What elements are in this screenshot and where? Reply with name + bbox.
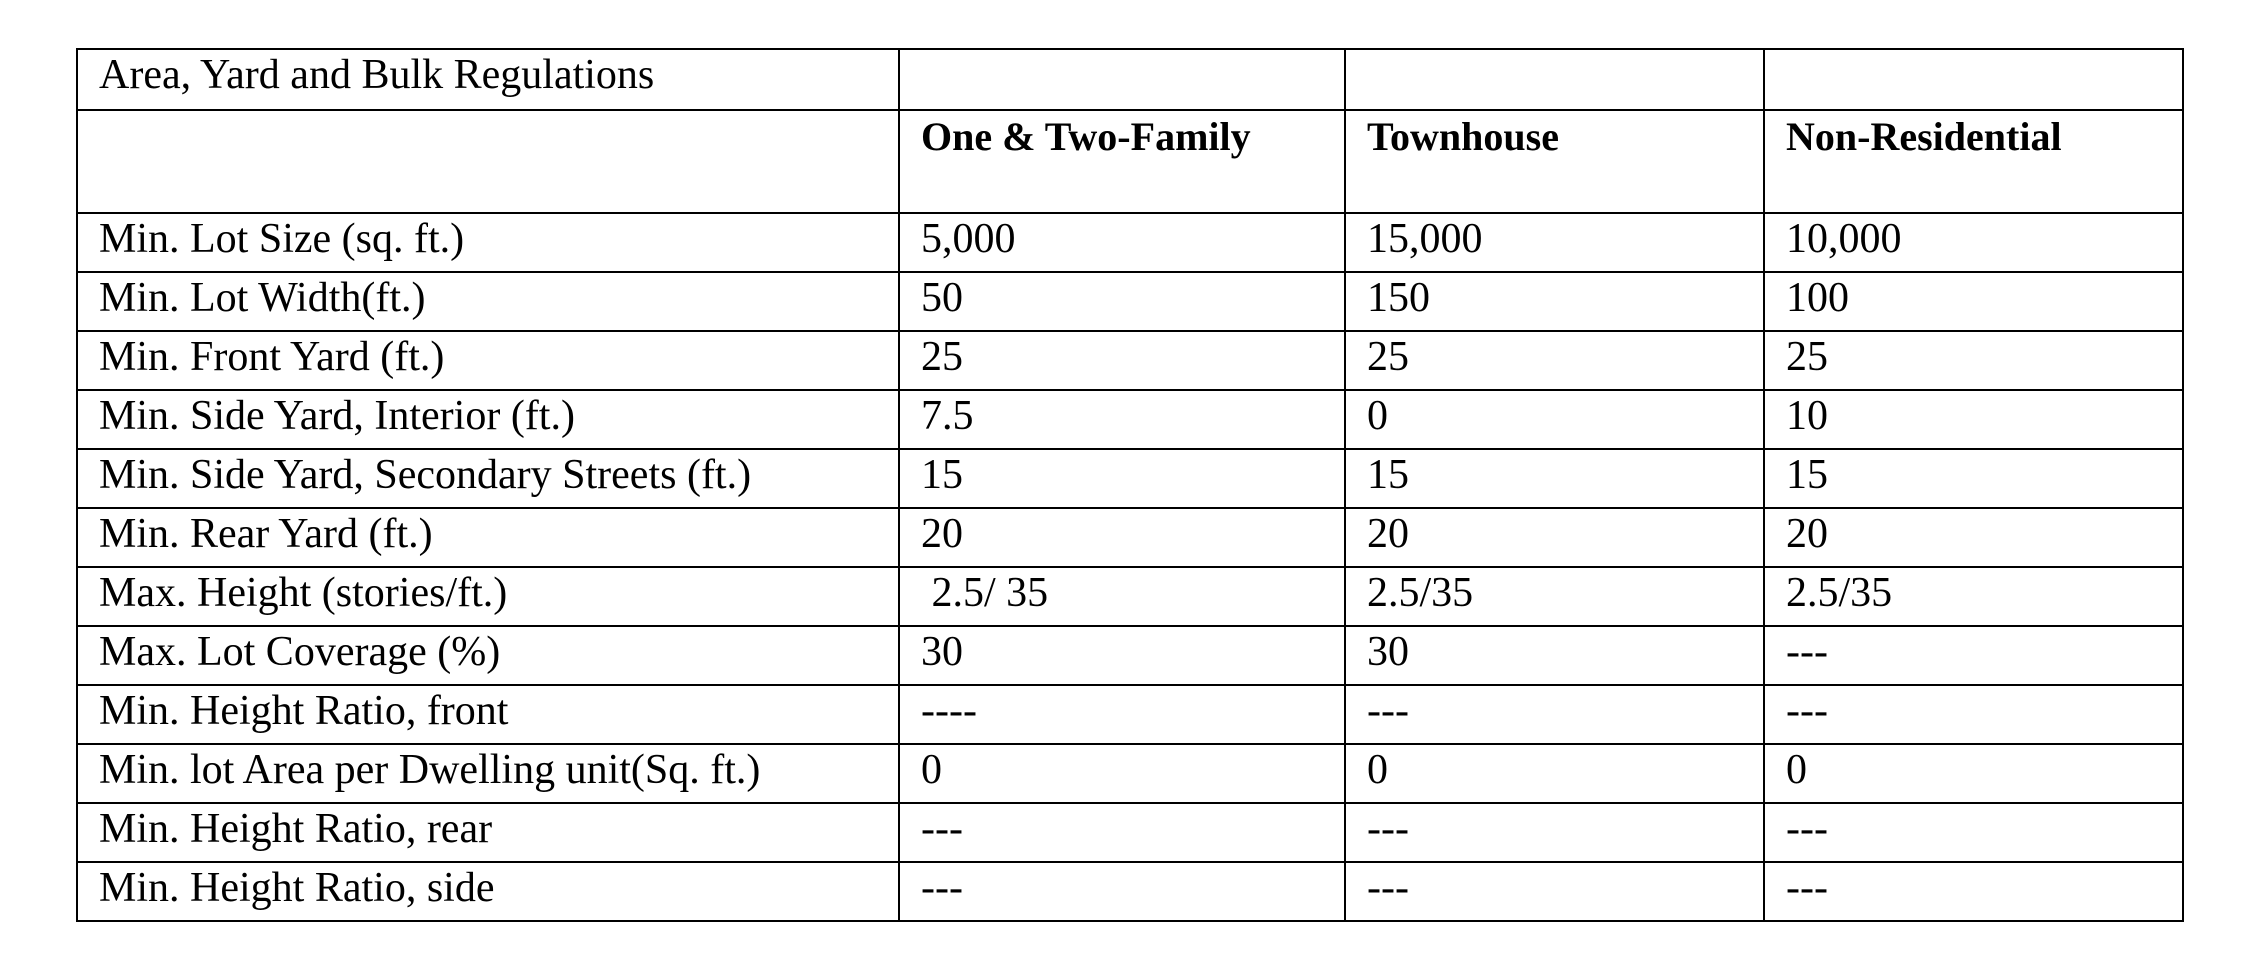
row-label: Min. Height Ratio, front — [77, 685, 899, 744]
cell-townhouse: 150 — [1345, 272, 1764, 331]
table-row — [77, 862, 2183, 921]
row-label: Min. Height Ratio, rear — [77, 803, 899, 862]
cell-one-two-family: 5,000 — [899, 213, 1345, 272]
table-title-row — [77, 49, 2183, 110]
cell-non-residential: 2.5/35 — [1764, 567, 2183, 626]
empty-cell — [1345, 49, 1764, 110]
table-row — [77, 508, 2183, 567]
cell-one-two-family: 25 — [899, 331, 1345, 390]
table-row — [77, 803, 2183, 862]
table-row — [77, 213, 2183, 272]
cell-non-residential: 25 — [1764, 331, 2183, 390]
cell-townhouse: --- — [1345, 862, 1764, 921]
table-header-row — [77, 110, 2183, 213]
cell-townhouse: 2.5/35 — [1345, 567, 1764, 626]
row-label: Max. Lot Coverage (%) — [77, 626, 899, 685]
table-row — [77, 390, 2183, 449]
row-label: Max. Height (stories/ft.) — [77, 567, 899, 626]
table-title: Area, Yard and Bulk Regulations — [77, 49, 899, 110]
row-label: Min. Front Yard (ft.) — [77, 331, 899, 390]
cell-townhouse: --- — [1345, 803, 1764, 862]
table-row — [77, 449, 2183, 508]
cell-townhouse: 20 — [1345, 508, 1764, 567]
regulations-table — [76, 48, 2184, 922]
cell-townhouse: 15,000 — [1345, 213, 1764, 272]
cell-townhouse: 0 — [1345, 390, 1764, 449]
table-row — [77, 626, 2183, 685]
table-row — [77, 744, 2183, 803]
table-body — [77, 49, 2183, 921]
cell-non-residential: 10 — [1764, 390, 2183, 449]
column-header-non-residential: Non-Residential — [1764, 110, 2183, 213]
cell-non-residential: 10,000 — [1764, 213, 2183, 272]
cell-one-two-family: ---- — [899, 685, 1345, 744]
table-row — [77, 685, 2183, 744]
row-label: Min. Lot Size (sq. ft.) — [77, 213, 899, 272]
cell-one-two-family: 0 — [899, 744, 1345, 803]
cell-one-two-family: 20 — [899, 508, 1345, 567]
row-label: Min. Side Yard, Secondary Streets (ft.) — [77, 449, 899, 508]
row-label: Min. Side Yard, Interior (ft.) — [77, 390, 899, 449]
cell-non-residential: 20 — [1764, 508, 2183, 567]
cell-one-two-family: --- — [899, 803, 1345, 862]
empty-cell — [77, 110, 899, 213]
cell-non-residential: --- — [1764, 803, 2183, 862]
row-label: Min. Height Ratio, side — [77, 862, 899, 921]
row-label: Min. lot Area per Dwelling unit(Sq. ft.) — [77, 744, 899, 803]
cell-non-residential: --- — [1764, 626, 2183, 685]
cell-non-residential: --- — [1764, 862, 2183, 921]
cell-townhouse: --- — [1345, 685, 1764, 744]
table-row — [77, 272, 2183, 331]
cell-one-two-family: --- — [899, 862, 1345, 921]
cell-non-residential: --- — [1764, 685, 2183, 744]
column-header-townhouse: Townhouse — [1345, 110, 1764, 213]
cell-one-two-family: 2.5/ 35 — [899, 567, 1345, 626]
cell-one-two-family: 15 — [899, 449, 1345, 508]
cell-non-residential: 100 — [1764, 272, 2183, 331]
cell-townhouse: 0 — [1345, 744, 1764, 803]
table-row — [77, 331, 2183, 390]
cell-townhouse: 15 — [1345, 449, 1764, 508]
cell-non-residential: 15 — [1764, 449, 2183, 508]
empty-cell — [1764, 49, 2183, 110]
cell-one-two-family: 7.5 — [899, 390, 1345, 449]
empty-cell — [899, 49, 1345, 110]
column-header-one-two-family: One & Two-Family — [899, 110, 1345, 213]
cell-one-two-family: 50 — [899, 272, 1345, 331]
table-row — [77, 567, 2183, 626]
cell-townhouse: 25 — [1345, 331, 1764, 390]
cell-townhouse: 30 — [1345, 626, 1764, 685]
row-label: Min. Lot Width(ft.) — [77, 272, 899, 331]
cell-one-two-family: 30 — [899, 626, 1345, 685]
cell-non-residential: 0 — [1764, 744, 2183, 803]
row-label: Min. Rear Yard (ft.) — [77, 508, 899, 567]
